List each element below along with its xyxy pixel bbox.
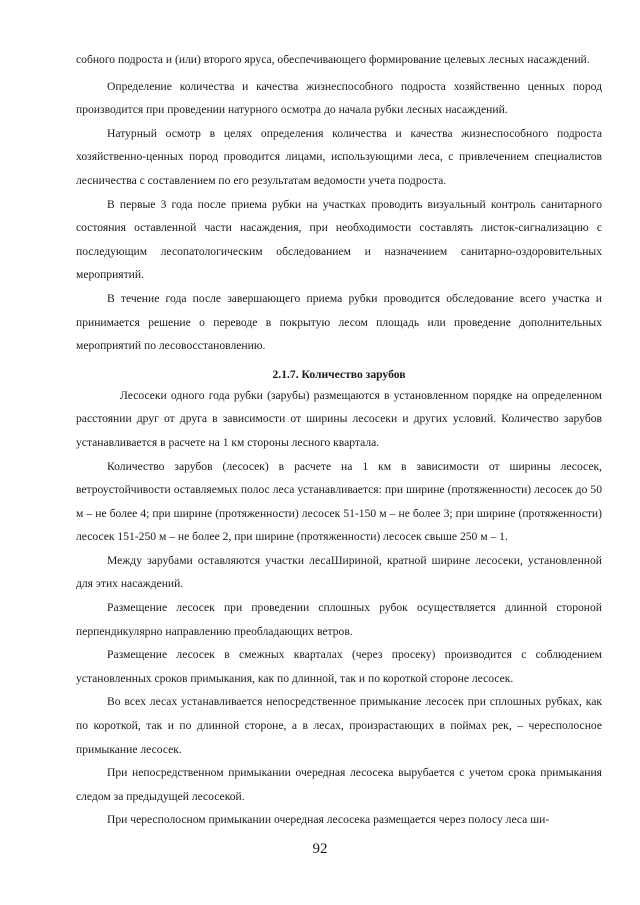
paragraph: В течение года после завершающего приема рубки проводится обследование всего участка и принимается решение о переводе в покрытую лесом площадь или проведение дополнительных мероприятий по лесовосстановлению. <box>76 291 602 353</box>
paragraph: Количество зарубов (лесосек) в расчете на 1 км в зависимости от ширины лесосек, ветроустойчивости оставляемых полос леса устанавливается: при ширине (протяженности) лесосек до 50 м – не более 4; при ширине (протяженности) лесосек 51-150 м – не более 3; при ширине (протяженности) лесосек 151-250 м – не более 2, при ширине (протяженности) лесосек свыше 250 м – 1. <box>76 459 602 544</box>
paragraph: Определение количества и качества жизнеспособного подроста хозяйственно ценных пород производится при проведении натурного осмотра до начала рубки лесных насаждений. <box>76 79 602 117</box>
paragraph: Размещение лесосек в смежных кварталах (через просеку) производится с соблюдением установленных сроков примыкания, как по длинной, так и по короткой стороне лесосек. <box>76 648 602 685</box>
paragraph: В первые 3 года после приема рубки на участках проводить визуальный контроль санитарного состояния оставленной части насаждения, при необходимости составлять листок-сигнализацию с последующим лесопатологическим обследованием и назначением санитарно-оздоровительных мероприятий. <box>76 197 602 282</box>
page-number: 92 <box>312 841 328 857</box>
document-page <box>76 48 602 832</box>
paragraph: Натурный осмотр в целях определения количества и качества жизнеспособного подроста хозяйственно-ценных пород проводится лицами, использующими леса, с привлечением специалистов лесничества с составлением по его результатам ведомости учета подроста. <box>76 126 602 187</box>
paragraph-continuation: собного подроста и (или) второго яруса, обеспечивающего формирование целевых лесных насаждений. <box>76 53 590 66</box>
paragraph: При чересполосном примыкании очередная лесосека размещается через полосу леса ши- <box>107 813 550 827</box>
paragraph: Лесосеки одного года рубки (зарубы) размещаются в установленном порядке на определенном расстоянии друг от друга в зависимости от ширины лесосеки и других условий. Количество зарубов устанавливается в расчете на 1 км стороны лесного квартала. <box>76 388 602 449</box>
paragraph: Между зарубами оставляются участки лесаШириной, кратной ширине лесосеки, установленной для этих насаждений. <box>76 553 602 591</box>
section-heading: 2.1.7. Количество зарубов <box>272 367 406 381</box>
paragraph: Во всех лесах устанавливается непосредственное примыкание лесосек при сплошных рубках, как по короткой, так и по длинной стороне, а в лесах, произрастающих в поймах рек, – чересполосное примыкание лесосек. <box>76 695 602 756</box>
paragraph: При непосредственном примыкании очередная лесосека вырубается с учетом срока примыкания следом за предыдущей лесосекой. <box>76 766 602 803</box>
paragraph: Размещение лесосек при проведении сплошных рубок осуществляется длинной стороной перпендикулярно направлению преобладающих ветров. <box>76 601 602 638</box>
